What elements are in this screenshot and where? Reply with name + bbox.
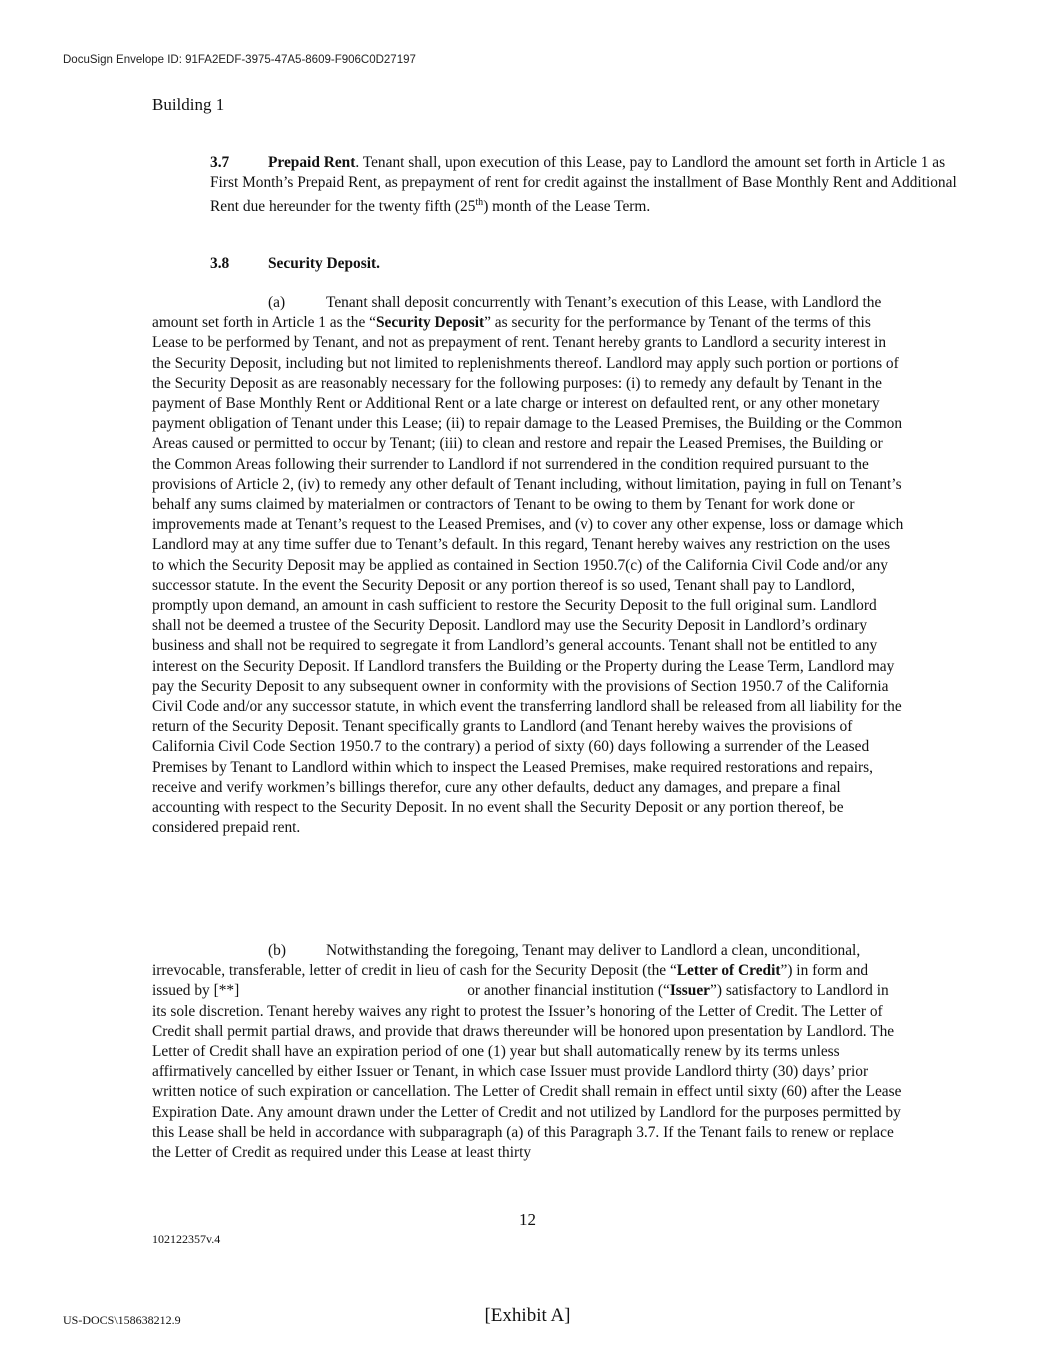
page-number: 12 — [519, 1210, 536, 1229]
section-number: 3.7 — [210, 154, 230, 171]
section-title: Security Deposit. — [268, 255, 380, 272]
paragraph-label: (b) — [268, 942, 286, 959]
page-header: Building 1 — [152, 95, 225, 114]
ordinal-superscript: th — [475, 197, 484, 209]
paragraph-a — [152, 293, 904, 838]
section-text: . Tenant shall, upon execution of this Lease, pay to Landlord the amount set forth in Article 1 as First Month’s Prepaid Rent, as prepayment of rent for credit against the installment of Base Monthly Rent and Additional Rent due hereunder for the twenty fifth (25 — [210, 154, 957, 216]
document-version: 102122357v.4 — [152, 1232, 221, 1246]
docusign-envelope-id: DocuSign Envelope ID: 91FA2EDF-3975-47A5-8609-F906C0D27197 — [63, 54, 416, 66]
section-number: 3.8 — [210, 255, 230, 272]
defined-term-letter-of-credit: Letter of Credit — [676, 962, 781, 980]
section-3-7 — [152, 153, 962, 218]
paragraph-text-1: Tenant shall deposit concurrently with Tenant’s execution of this Lease, with Landlord the amount set forth in Article 1 as the “ — [152, 294, 882, 332]
paragraph-b — [152, 941, 904, 1163]
paragraph-text-3: or another financial institution (“ — [467, 982, 670, 1000]
defined-term: Security Deposit — [375, 314, 485, 332]
paragraph-text-2: ”) in form and issued by [**] — [152, 962, 869, 1000]
paragraph-label: (a) — [268, 294, 286, 311]
footer-exhibit-label: [Exhibit A] — [484, 1305, 571, 1326]
paragraph-text-2: ” as security for the performance by Tenant of the terms of this Lease to be performed by Tenant, and not as prepayment of rent. Tenant hereby grants to Landlord a security interest in the Security Deposit, including but not limited to replenishments thereof. Landlord may apply such portion or portions of the Security Deposit as are reasonably necessary for the following purposes: (i) to remedy any default by Tenant in the payment of Base Monthly Rent or Additional Rent or a late charge or interest on defaulted rent, or any other monetary payment obligation of Tenant under this Lease; (ii) to repair damage to the Leased Premises, the Building or the Common Areas caused or permitted to occur by Tenant; (iii) to clean and restore and repair the Leased Premises, the Building or the Common Areas following their surrender to Landlord if not surrendered in the condition required pursuant to the provisions of Article 2, (iv) to remedy any other default of Tenant including, without limitation, paying in full on Tenant’s behalf any sums claimed by materialmen or contractors of Tenant to be owing to them by Tenant for work done or improvements made at Tenant’s request to the Leased Premises, and (v) to cover any other expense, loss or damage which Landlord may at any time suffer due to Tenant’s default. In this regard, Tenant hereby waives any restriction on the uses to which the Security Deposit may be applied as contained in Section 1950.7(c) of the California Civil Code and/or any successor statute. In the event the Security Deposit or any portion thereof is so used, Tenant shall pay to Landlord, promptly upon demand, an amount in cash sufficient to restore the Security Deposit to the full original sum. Landlord shall not be deemed a trustee of the Security Deposit. Landlord may use the Security Deposit in Landlord’s ordinary business and shall not be required to segregate it from Landlord’s general accounts. Tenant shall not be entitled to any interest on the Security Deposit. If Landlord transfers the Building or the Property during the Lease Term, Landlord may pay the Security Deposit to any subsequent owner in conformity with the provisions of Section 1950.7 of the California Civil Code and/or any successor statute, in which event the transferring landlord shall be released from all liability for the return of the Security Deposit. Tenant specifically grants to Landlord (and Tenant hereby waives the provisions of California Civil Code Section 1950.7 to the contrary) a period of sixty (60) days following a surrender of the Leased Premises by Tenant to Landlord within which to inspect the Leased Premises, make required restorations and repairs, receive and verify workmen’s billings therefor, cure any other defaults, deduct any damages, and prepare a final accounting with respect to the Security Deposit. In no event shall the Security Deposit or any portion thereof, be considered prepaid rent. — [152, 314, 904, 837]
footer-doc-id: US-DOCS\158638212.9 — [63, 1313, 181, 1327]
section-3-8-heading — [152, 254, 962, 274]
paragraph-text-4: ”) satisfactory to Landlord in its sole discretion. Tenant hereby waives any right to protest the Issuer’s honoring of the Letter of Credit. The Letter of Credit shall permit partial draws, and provide that draws thereunder will be honored upon presentation by Landlord. The Letter of Credit shall have an expiration period of one (1) year but shall automatically renew by its terms unless affirmatively cancelled by either Issuer or Tenant, in which case Issuer must provide Landlord thirty (30) days’ prior written notice of such expiration or cancellation. The Letter of Credit shall remain in effect until sixty (60) after the Lease Expiration Date. Any amount drawn under the Letter of Credit and not utilized by Landlord for the purposes permitted by this Lease shall be held in accordance with subparagraph (a) of this Paragraph 3.7. If the Tenant fails to renew or replace the Letter of Credit as required under this Lease at least thirty — [152, 982, 902, 1162]
paragraph-text-1: Notwithstanding the foregoing, Tenant may deliver to Landlord a clean, unconditional, irrevocable, transferable, letter of credit in lieu of cash for the Security Deposit (the “ — [152, 942, 861, 980]
section-text-end: ) month of the Lease Term. — [483, 198, 651, 216]
section-title: Prepaid Rent — [268, 154, 356, 171]
defined-term-issuer: Issuer — [669, 982, 711, 1000]
